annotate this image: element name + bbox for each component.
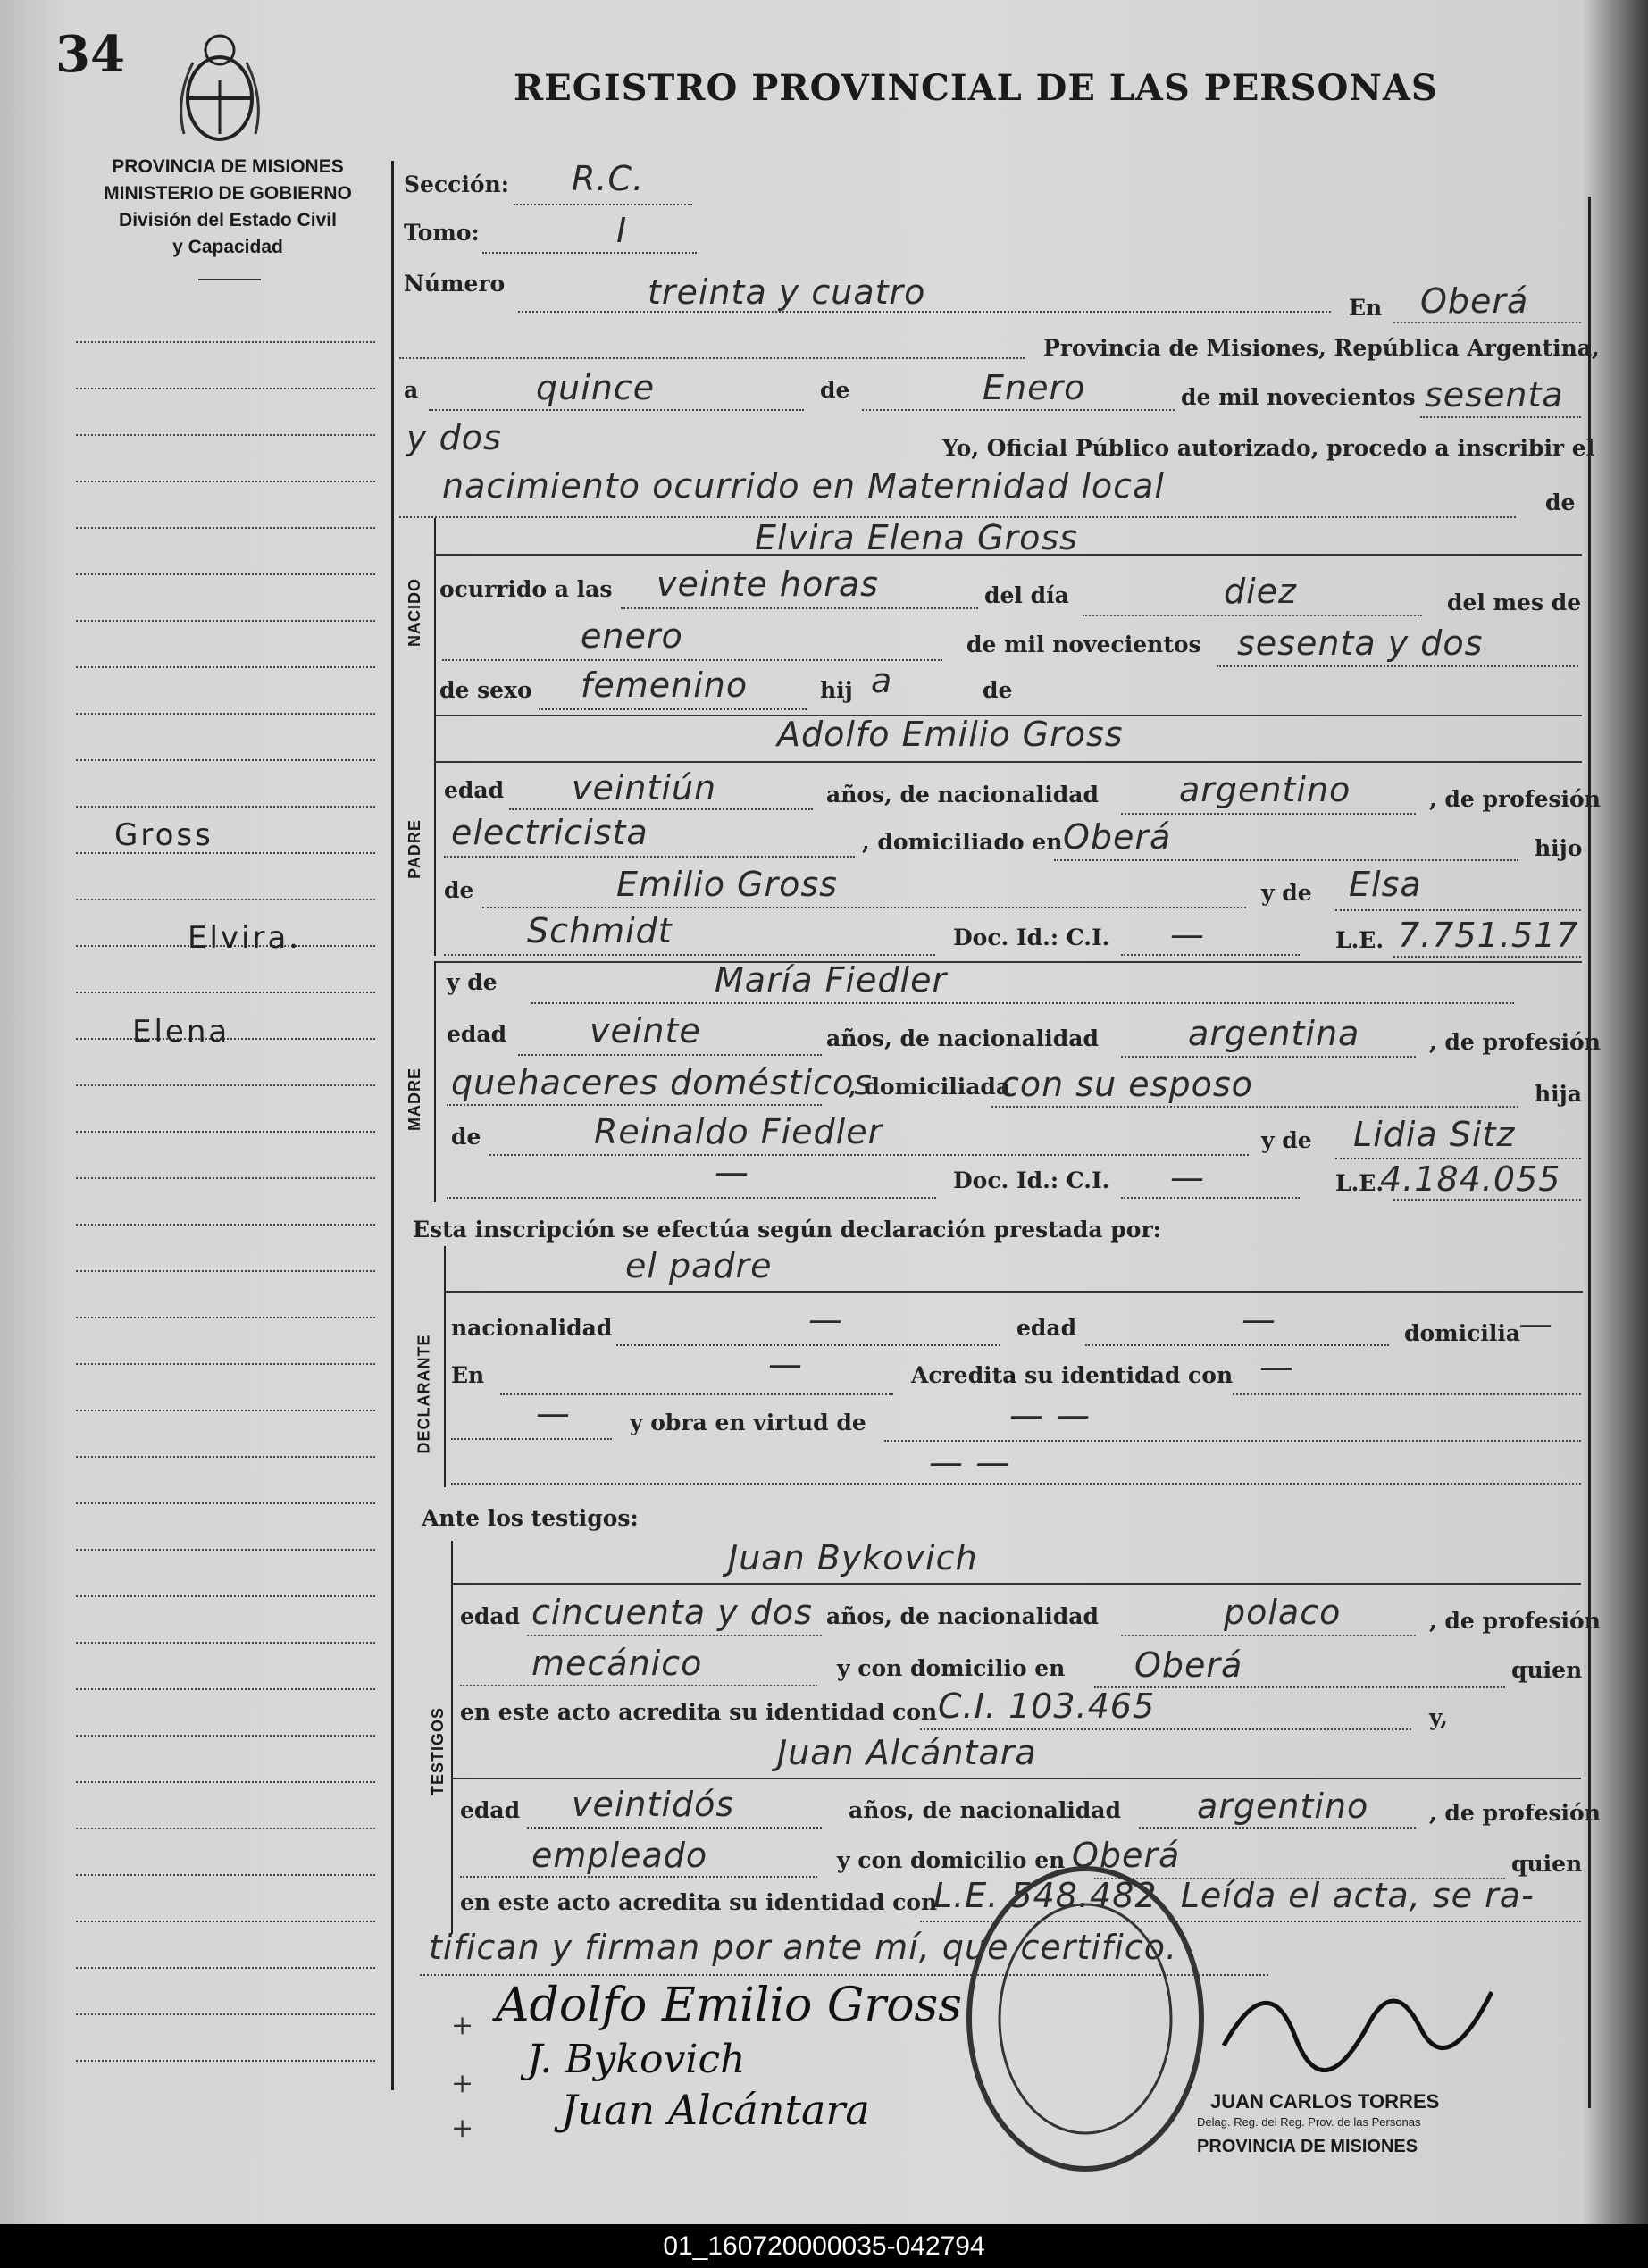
issuer-capacity: y Capacidad — [172, 237, 283, 257]
issuer-province: PROVINCIA DE MISIONES — [112, 156, 344, 177]
t1-edad-line — [527, 1635, 822, 1636]
madre-le: 4.184.055 — [1380, 1159, 1561, 1199]
margin-line — [76, 806, 375, 808]
margin-line — [76, 2013, 375, 2015]
decl-en-dash: — — [768, 1344, 803, 1384]
padre-rule — [434, 715, 436, 956]
del-dia-label: del día — [984, 582, 1069, 608]
sig-mark-1: + — [451, 2010, 474, 2041]
decl-edad-line — [1085, 1344, 1389, 1346]
decl-dom-dash: — — [1518, 1304, 1553, 1343]
testigo1-edad: cincuenta y dos — [531, 1593, 813, 1632]
madre-abuelo-line — [489, 1154, 1249, 1156]
margin-line — [76, 1270, 375, 1272]
decl-acredita-label: Acredita su identidad con — [911, 1362, 1234, 1388]
a-label: a — [404, 377, 419, 403]
madre-top-line — [434, 961, 1582, 963]
padre-le-label: L.E. — [1335, 927, 1384, 953]
padre-nac-line — [1121, 813, 1416, 815]
sexo-label: de sexo — [439, 677, 532, 703]
t2-dom-label: y con domicilio en — [837, 1847, 1066, 1873]
hora-line — [621, 607, 978, 609]
document-title: REGISTRO PROVINCIAL DE LAS PERSONAS — [514, 67, 1438, 109]
t1-acredita-label: en este acto acredita su identidad con — [460, 1699, 938, 1725]
numero-label: Número — [404, 271, 506, 297]
margin-line — [76, 992, 375, 993]
madre-edad-line — [518, 1054, 822, 1056]
t1-prof-label: , de profesión — [1429, 1608, 1601, 1634]
testigo1-nacionalidad: polaco — [1224, 1593, 1342, 1632]
madre-yde2-label: y de — [1261, 1127, 1312, 1153]
madre-nac-line — [1121, 1056, 1416, 1058]
section-padre: PADRE — [405, 818, 423, 879]
abuela-line — [1335, 909, 1581, 911]
madre-ci-line — [1121, 1197, 1300, 1199]
margin-line — [76, 1735, 375, 1737]
nacido-sexo: femenino — [581, 665, 749, 705]
decl-acredita-dash: — — [1259, 1347, 1294, 1386]
decl-obra-dash-2: — — — [1009, 1395, 1092, 1435]
madre-rule — [434, 961, 436, 1202]
testigos-label: Ante los testigos: — [422, 1505, 639, 1531]
margin-line — [76, 1317, 375, 1318]
margin-middle-name: Elena — [132, 1014, 230, 1050]
en-line — [1393, 322, 1581, 323]
mes-nac-line — [442, 659, 942, 661]
padre-le-line — [1393, 956, 1581, 958]
testigo1-documento: C.I. 103.465 — [938, 1686, 1156, 1726]
testigo1-profesion: mecánico — [531, 1644, 703, 1683]
decl-nac-label: nacionalidad — [451, 1315, 613, 1341]
madre-yde-label: y de — [447, 969, 498, 995]
mil-label: de mil novecientos — [1181, 384, 1416, 410]
decl-dom-label: domicilia — [1404, 1320, 1521, 1346]
madre-de-label: de — [451, 1124, 481, 1150]
madre-hija-label: hija — [1535, 1081, 1582, 1107]
madre-nacionalidad: argentina — [1188, 1014, 1360, 1053]
testigo2-documento: L.E. 548.482. Leída el acta, se ra- — [933, 1876, 1535, 1915]
t1-nac-line — [1121, 1635, 1416, 1636]
margin-line — [76, 899, 375, 900]
officer-title: Delag. Reg. del Reg. Prov. de las Personas — [1197, 2115, 1421, 2129]
padre-dom-label: , domiciliado en — [862, 829, 1063, 855]
margin-line — [76, 1502, 375, 1504]
decl-acredita-line — [1233, 1393, 1581, 1395]
madre-row-line — [447, 1197, 936, 1199]
madre-edad-label: edad — [447, 1021, 507, 1047]
decl-nac-dash: — — [808, 1300, 843, 1339]
padre-edad-label: edad — [444, 777, 505, 803]
padre-dom-line — [1054, 859, 1518, 861]
image-caption: 01_160720000035-042794 — [0, 2224, 1648, 2268]
madre-le-label: L.E. — [1335, 1170, 1384, 1196]
t1-dom-label: y con domicilio en — [837, 1655, 1066, 1681]
nacido-anio: sesenta y dos — [1237, 623, 1484, 663]
mes-line — [862, 409, 1175, 411]
decl-en-label: En — [451, 1362, 485, 1388]
margin-line — [76, 2060, 375, 2062]
mes-value: Enero — [983, 368, 1086, 407]
margin-line — [76, 1921, 375, 1922]
t2-prof-line — [460, 1876, 817, 1878]
t2-quien-label: quien — [1511, 1851, 1583, 1877]
dia-nac-line — [1083, 615, 1422, 616]
margin-line — [76, 527, 375, 529]
margin-line — [76, 1456, 375, 1458]
tomo-value: I — [616, 211, 628, 250]
t1-acredita-line — [920, 1728, 1411, 1730]
decl-nac-line — [616, 1344, 1000, 1346]
padre-nombre: Adolfo Emilio Gross — [777, 715, 1124, 754]
de-label: de — [820, 377, 850, 403]
de-label-3: de — [983, 677, 1013, 703]
margin-line — [76, 1642, 375, 1644]
padre-nac-label: años, de nacionalidad — [826, 782, 1099, 808]
testigo2-nombre: Juan Alcántara — [777, 1733, 1037, 1772]
padre-profesion: electricista — [451, 813, 648, 852]
padre-le: 7.751.517 — [1398, 916, 1579, 955]
madre-domicilio: con su esposo — [1000, 1065, 1253, 1104]
t1-dom-line — [1094, 1686, 1505, 1688]
margin-line — [76, 713, 375, 715]
padre-edad: veintiún — [572, 768, 717, 808]
del-mes-label: del mes de — [1447, 590, 1582, 615]
margin-line — [76, 434, 375, 436]
testigo2-domicilio: Oberá — [1072, 1836, 1181, 1875]
testigo2-profesion: empleado — [531, 1836, 708, 1875]
ocurrido-label: ocurrido a las — [439, 576, 613, 602]
decl-obra-dash: — — [536, 1393, 571, 1433]
decl-edad-label: edad — [1016, 1315, 1077, 1341]
seccion-value: R.C. — [572, 159, 645, 198]
margin-line — [76, 388, 375, 389]
margin-line — [76, 1688, 375, 1690]
madre-padre: Reinaldo Fiedler — [594, 1112, 883, 1151]
tomo-label: Tomo: — [404, 220, 480, 246]
margin-line — [76, 759, 375, 761]
anio-value: sesenta — [1425, 375, 1564, 414]
padre-hijo-label: hijo — [1535, 835, 1583, 861]
inscripcion-label: Esta inscripción se efectúa según declaración prestada por: — [413, 1217, 1161, 1243]
nacido-hora: veinte horas — [657, 565, 879, 604]
declarante-line — [444, 1291, 1583, 1293]
anio-line — [1420, 416, 1581, 418]
madre-nombre: María Fiedler — [715, 960, 948, 1000]
section-nacido: NACIDO — [405, 577, 423, 647]
officer-signature-icon — [1215, 1956, 1501, 2072]
nacido-dia: diez — [1224, 572, 1298, 611]
t1-quien-label: quien — [1511, 1657, 1583, 1683]
en-value: Oberá — [1420, 281, 1529, 321]
margin-line — [76, 1131, 375, 1133]
officer-province: PROVINCIA DE MISIONES — [1197, 2137, 1418, 2156]
decl-edad-dash: — — [1242, 1300, 1276, 1339]
padre-madre-a: Elsa — [1349, 865, 1422, 904]
margin-line — [76, 1363, 375, 1365]
sig-mark-2: + — [451, 2068, 474, 2099]
margin-line — [76, 481, 375, 482]
decl-obra-label: y obra en virtud de — [630, 1410, 866, 1435]
t1-edad-label: edad — [460, 1603, 521, 1629]
madre-edad: veinte — [590, 1011, 701, 1050]
t2-nac-line — [1139, 1827, 1416, 1829]
nacido-rule — [434, 518, 436, 715]
dia-value: quince — [536, 368, 656, 407]
coat-of-arms-icon — [166, 27, 273, 152]
madre-le-line — [1393, 1199, 1581, 1201]
margin-line — [76, 1595, 375, 1597]
hij-suffix: a — [871, 661, 893, 700]
hecho-value: nacimiento ocurrido en Maternidad local — [442, 466, 1165, 506]
anio-nac-line — [1217, 665, 1578, 667]
padre-madre-b: Schmidt — [527, 911, 673, 950]
padre-domicilio: Oberá — [1063, 817, 1172, 857]
t2-edad-line — [527, 1827, 822, 1829]
provincia-label: Provincia de Misiones, República Argentina, — [1043, 335, 1600, 361]
testigo1-domicilio: Oberá — [1134, 1645, 1243, 1685]
padre-yde-label: y de — [1261, 880, 1312, 906]
issuer-division: División del Estado Civil — [119, 210, 337, 230]
margin-line — [76, 1549, 375, 1551]
testigo2-line — [451, 1778, 1581, 1779]
oficial-label: Yo, Oficial Público autorizado, procedo a inscribir el — [942, 435, 1595, 461]
margin-line — [76, 1781, 375, 1783]
margin-line — [76, 341, 375, 343]
testigo2-edad: veintidós — [572, 1785, 735, 1824]
en-label: En — [1349, 295, 1383, 321]
padre-ci: — — [1170, 915, 1205, 954]
dia-line — [429, 409, 804, 411]
madre-dom-label: , domiciliada — [849, 1074, 1011, 1100]
issuer-block — [85, 154, 371, 261]
frame-left — [391, 161, 394, 2090]
margin-line — [76, 1084, 375, 1086]
padre-edad-line — [509, 808, 813, 810]
sig-mark-3: + — [451, 2113, 474, 2144]
official-seal-icon — [960, 1858, 1210, 2180]
anio-value-cont: y dos — [406, 418, 502, 457]
testigos-rule — [451, 1541, 453, 1934]
mil-label-2: de mil novecientos — [966, 632, 1201, 657]
madre-nombre-line — [531, 1002, 1514, 1004]
declarante-nombre: el padre — [625, 1246, 773, 1285]
decl-extra-line — [451, 1483, 1581, 1485]
testigo1-line — [451, 1583, 1581, 1585]
section-declarante: DECLARANTE — [414, 1334, 433, 1453]
signature-witness-2: Juan Alcántara — [561, 2086, 870, 2134]
page-number: 34 — [55, 25, 125, 84]
margin-line — [76, 1828, 375, 1829]
abuela-cont-line — [444, 954, 935, 956]
seccion-line — [514, 204, 692, 205]
margin-surname: Gross — [114, 817, 213, 853]
seccion-label: Sección: — [404, 172, 509, 197]
de-label-2: de — [1545, 490, 1576, 515]
margin-first-name: Elvira. — [188, 920, 302, 956]
testigo1-nombre: Juan Bykovich — [728, 1538, 978, 1578]
madre-nac-label: años, de nacionalidad — [826, 1025, 1099, 1051]
padre-nacionalidad: argentino — [1179, 770, 1351, 809]
margin-line — [76, 666, 375, 668]
abuelo-line — [482, 907, 1246, 908]
madre-doc-label: Doc. Id.: C.I. — [953, 1167, 1110, 1193]
madre-ci-dash: — — [715, 1152, 749, 1192]
signature-witness-1: J. Bykovich — [527, 2037, 746, 2082]
padre-doc-label: Doc. Id.: C.I. — [953, 925, 1110, 950]
margin-line — [76, 1410, 375, 1411]
padre-ci-line — [1121, 954, 1300, 956]
t2-nac-label: años, de nacionalidad — [849, 1797, 1121, 1823]
madre-madre: Lidia Sitz — [1353, 1115, 1516, 1154]
margin-line — [76, 1224, 375, 1226]
provincia-line — [399, 357, 1025, 359]
t2-edad-label: edad — [460, 1797, 521, 1823]
cierre-texto: tifican y firman por ante mí, que certifico. — [429, 1928, 1178, 1967]
margin-line — [76, 1874, 375, 1876]
madre-prof-line — [447, 1104, 822, 1106]
nacido-mes: enero — [581, 616, 683, 656]
officer-name: JUAN CARLOS TORRES — [1210, 2090, 1440, 2113]
decl-obra-pre-line — [451, 1438, 612, 1440]
divider — [198, 279, 261, 280]
t1-prof-line — [460, 1685, 817, 1686]
madre-ci: — — [1170, 1158, 1205, 1197]
declarante-rule — [444, 1246, 446, 1487]
section-madre: MADRE — [405, 1067, 423, 1131]
section-testigos: TESTIGOS — [428, 1706, 447, 1795]
t2-prof-label: , de profesión — [1429, 1800, 1601, 1826]
madre-prof-label: , de profesión — [1429, 1029, 1601, 1055]
madre-profesion: quehaceres domésticos — [451, 1063, 874, 1102]
tomo-line — [482, 252, 697, 254]
testigo2-nacionalidad: argentino — [1197, 1787, 1369, 1826]
madre-dom-line — [991, 1106, 1518, 1108]
padre-nombre-line — [434, 761, 1582, 763]
padre-padre: Emilio Gross — [616, 865, 838, 904]
margin-line — [76, 620, 375, 622]
hij-label: hij — [820, 677, 853, 703]
decl-extra-dash: — — — [929, 1443, 1011, 1482]
margin-line — [76, 1177, 375, 1179]
decl-obra-line — [884, 1440, 1581, 1442]
nacido-nombre: Elvira Elena Gross — [755, 518, 1078, 557]
padre-de-label: de — [444, 877, 474, 903]
t2-acredita-label: en este acto acredita su identidad con — [460, 1889, 938, 1915]
issuer-ministry: MINISTERIO DE GOBIERNO — [104, 183, 352, 204]
numero-value: treinta y cuatro — [648, 272, 926, 312]
sexo-line — [539, 708, 807, 710]
signature-father: Adolfo Emilio Gross — [496, 1979, 962, 2032]
t1-y-label: y, — [1429, 1704, 1448, 1730]
t1-nac-label: años, de nacionalidad — [826, 1603, 1099, 1629]
margin-line — [76, 1967, 375, 1969]
padre-prof-line — [444, 856, 855, 858]
margin-line — [76, 573, 375, 575]
padre-prof-label: , de profesión — [1429, 786, 1601, 812]
